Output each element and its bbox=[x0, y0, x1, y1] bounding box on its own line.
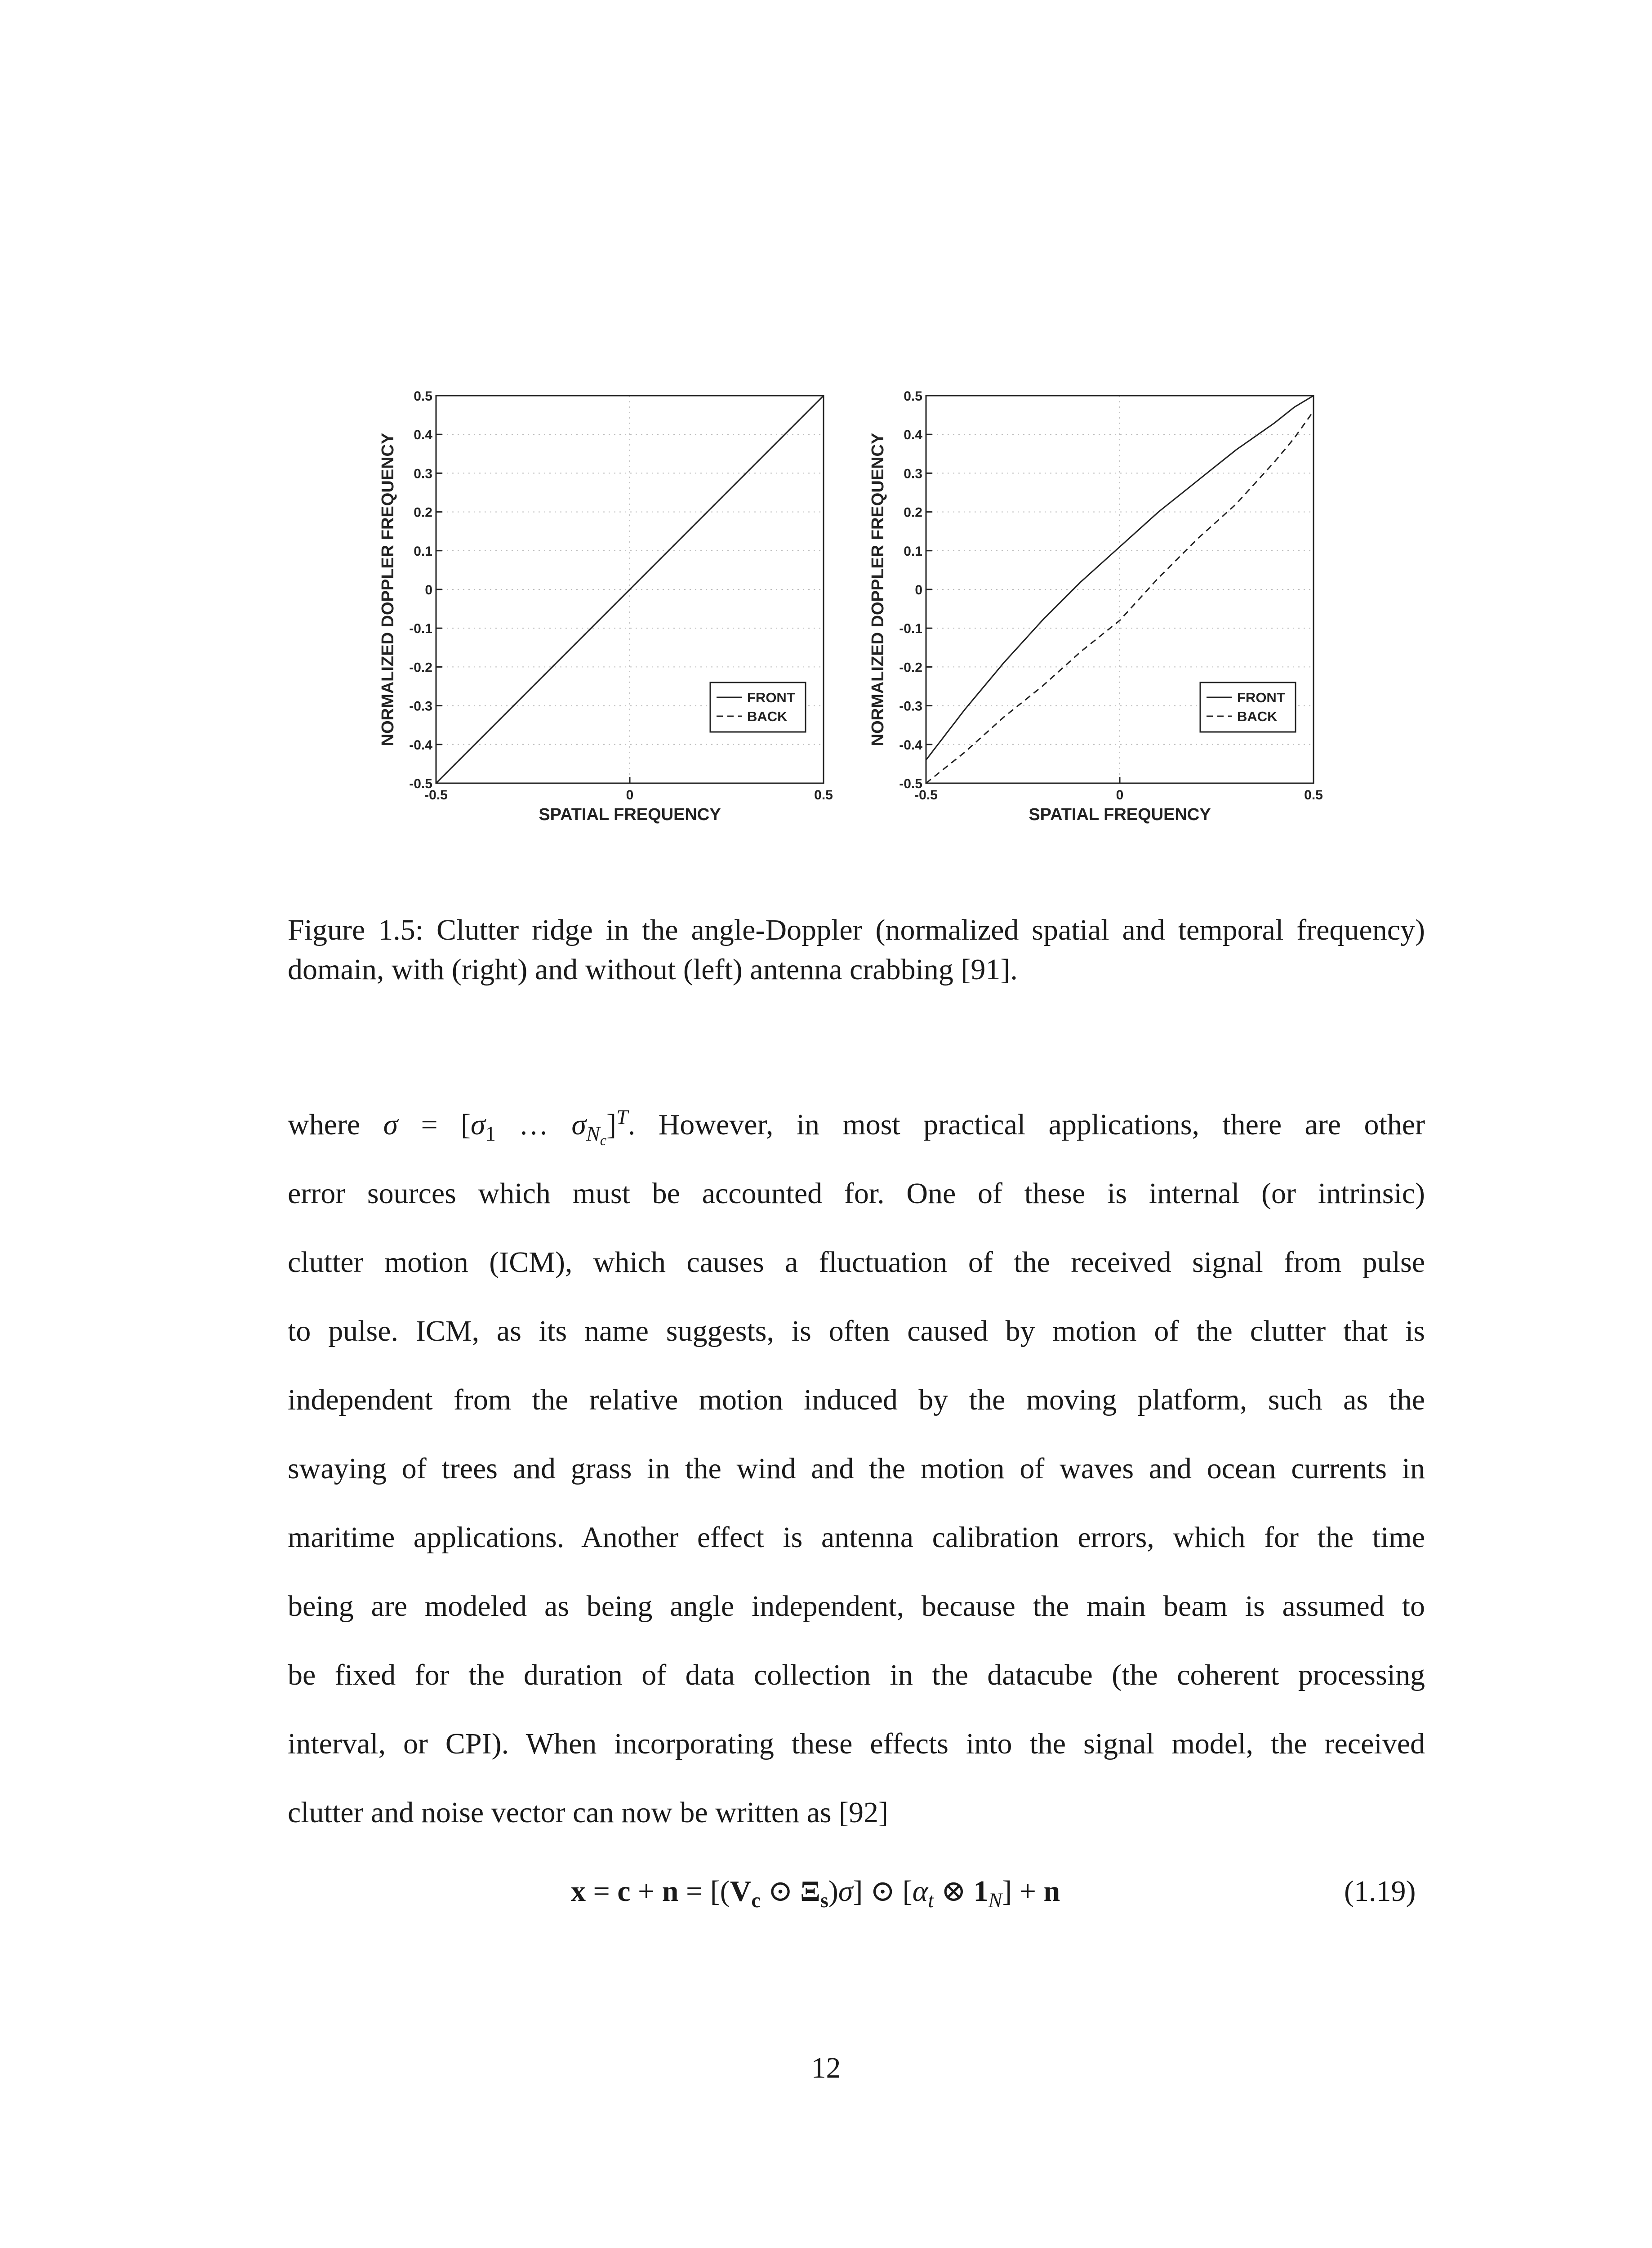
body-line: interval, or CPI). When incorporating these effects into the signal model, the received bbox=[288, 1727, 1425, 1760]
legend-label: FRONT bbox=[1237, 690, 1285, 705]
eq-n: n bbox=[662, 1875, 679, 1908]
x-tick-label: 0.5 bbox=[814, 788, 833, 803]
eq-Xi: Ξ bbox=[800, 1875, 820, 1908]
y-tick-label: -0.1 bbox=[899, 621, 922, 637]
text-line-1-rest: . However, in most practical applications, there are other bbox=[628, 1108, 1425, 1141]
y-tick-label: 0.2 bbox=[904, 505, 922, 520]
sigma-1-symbol: σ bbox=[471, 1108, 485, 1141]
y-tick-label: 0 bbox=[425, 583, 432, 598]
equation-1-19 bbox=[571, 1871, 1060, 1912]
y-tick-label: 0.5 bbox=[904, 389, 922, 404]
legend-label: BACK bbox=[1237, 709, 1278, 724]
body-line: being are modeled as being angle independent, because the main beam is assumed to bbox=[288, 1590, 1425, 1623]
y-tick-label: 0.4 bbox=[414, 428, 432, 443]
figure-caption: Figure 1.5: Clutter ridge in the angle-Doppler (normalized spatial and temporal frequency) domain, with (right) and without (left) antenna crabbing [91]. bbox=[288, 914, 1425, 986]
y-tick-label: -0.1 bbox=[409, 621, 432, 637]
eq-equals-open: = [( bbox=[678, 1875, 730, 1908]
ellipsis: … bbox=[519, 1108, 549, 1141]
y-tick-label: -0.4 bbox=[899, 737, 922, 753]
y-tick-label: 0.5 bbox=[414, 389, 432, 404]
sigma-nc-symbol: σ bbox=[571, 1108, 586, 1141]
sigma-nc-subscript: N bbox=[586, 1122, 600, 1146]
y-tick-label: -0.4 bbox=[409, 737, 432, 753]
y-tick-label: 0.1 bbox=[904, 544, 922, 559]
y-tick-label: -0.3 bbox=[899, 699, 922, 714]
body-line: clutter motion (ICM), which causes a fluctuation of the received signal from pulse bbox=[288, 1246, 1425, 1279]
body-line: be fixed for the duration of data collection in the datacube (the coherent processing bbox=[288, 1659, 1425, 1691]
x-axis-label: SPATIAL FREQUENCY bbox=[539, 805, 721, 824]
y-tick-label: 0.4 bbox=[904, 428, 922, 443]
x-tick-label: 0 bbox=[626, 788, 634, 803]
eq-V-subscript: c bbox=[751, 1889, 761, 1912]
body-line: maritime applications. Another effect is antenna calibration errors, which for the time bbox=[288, 1521, 1425, 1554]
body-paragraph bbox=[288, 1090, 1425, 1847]
x-tick-label: 0 bbox=[1116, 788, 1124, 803]
y-tick-label: 0.1 bbox=[414, 544, 432, 559]
x-tick-label: -0.5 bbox=[914, 788, 938, 803]
chart-without-crabbing bbox=[378, 389, 833, 824]
eq-n2: n bbox=[1043, 1875, 1060, 1908]
eq-equals: = bbox=[586, 1875, 618, 1908]
x-axis-label: SPATIAL FREQUENCY bbox=[1029, 805, 1211, 824]
eq-Xi-subscript: s bbox=[820, 1889, 828, 1912]
legend-label: BACK bbox=[747, 709, 788, 724]
y-tick-label: -0.2 bbox=[409, 660, 432, 675]
body-line: independent from the relative motion induced by the moving platform, such as the bbox=[288, 1383, 1425, 1416]
eq-one-subscript: N bbox=[988, 1889, 1002, 1912]
eq-alpha: α bbox=[912, 1875, 928, 1908]
body-line: error sources which must be accounted for. One of these is internal (or intrinsic) bbox=[288, 1177, 1425, 1210]
sigma-1-subscript: 1 bbox=[485, 1122, 496, 1146]
text-where: where bbox=[288, 1108, 361, 1141]
text-close-bracket: ] bbox=[606, 1108, 617, 1141]
eq-x: x bbox=[571, 1875, 586, 1908]
y-axis-label: NORMALIZED DOPPLER FREQUENCY bbox=[378, 433, 397, 746]
sigma-nc-sub-subscript: c bbox=[600, 1132, 607, 1149]
body-line-1 bbox=[288, 1090, 1425, 1159]
eq-sigma: σ bbox=[838, 1875, 853, 1908]
x-tick-label: 0.5 bbox=[1304, 788, 1323, 803]
y-tick-label: -0.5 bbox=[409, 776, 432, 791]
eq-close-bracket-odot: ] ⊙ [ bbox=[853, 1875, 913, 1908]
eq-c: c bbox=[617, 1875, 631, 1908]
y-tick-label: 0.3 bbox=[904, 466, 922, 482]
y-tick-label: -0.2 bbox=[899, 660, 922, 675]
y-tick-label: 0 bbox=[915, 583, 922, 598]
y-tick-label: 0.2 bbox=[414, 505, 432, 520]
eq-close-paren: ) bbox=[828, 1875, 838, 1908]
y-tick-label: -0.3 bbox=[409, 699, 432, 714]
eq-odot: ⊙ bbox=[760, 1875, 801, 1908]
eq-close-plus: ] + bbox=[1002, 1875, 1044, 1908]
chart-with-crabbing bbox=[868, 389, 1323, 824]
eq-alpha-subscript: t bbox=[928, 1889, 934, 1912]
eq-otimes: ⊗ bbox=[934, 1875, 974, 1908]
body-line: swaying of trees and grass in the wind and the motion of waves and ocean currents in bbox=[288, 1452, 1425, 1485]
transpose-superscript: T bbox=[616, 1106, 628, 1128]
y-axis-label: NORMALIZED DOPPLER FREQUENCY bbox=[868, 433, 887, 746]
body-line: clutter and noise vector can now be written as [92] bbox=[288, 1796, 889, 1829]
equation-number: (1.19) bbox=[1344, 1875, 1416, 1908]
legend-label: FRONT bbox=[747, 690, 795, 705]
eq-one: 1 bbox=[973, 1875, 989, 1908]
x-tick-label: -0.5 bbox=[424, 788, 448, 803]
text-equals-bracket: = [ bbox=[421, 1108, 471, 1141]
eq-V: V bbox=[730, 1875, 752, 1908]
eq-plus: + bbox=[630, 1875, 662, 1908]
body-line: to pulse. ICM, as its name suggests, is often caused by motion of the clutter that is bbox=[288, 1315, 1425, 1347]
y-tick-label: 0.3 bbox=[414, 466, 432, 482]
sigma-symbol: σ bbox=[383, 1108, 398, 1141]
y-tick-label: -0.5 bbox=[899, 776, 922, 791]
page-number: 12 bbox=[811, 2052, 841, 2084]
